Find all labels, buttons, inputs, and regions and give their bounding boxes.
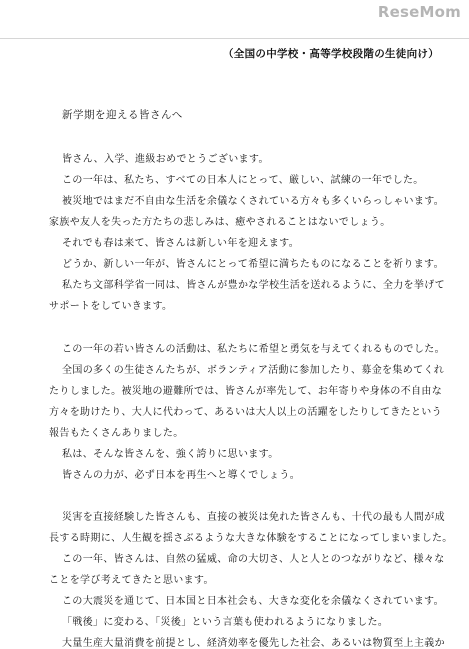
body-line: どうか、新しい一年が、皆さんにとって希望に満ちたものになることを祈ります。 <box>62 259 444 270</box>
body-line: 長する時期に、人生観を揺さぶるような大きな体験をすることになってしまいました。 <box>49 533 453 544</box>
body-line: 私たち文部科学省一同は、皆さんが豊かな学校生活を送れるように、全力を挙げて <box>62 280 445 291</box>
body-line: この一年の若い皆さんの活動は、私たちに希望と勇気を与えてくれるものでした。 <box>62 344 445 355</box>
header-divider <box>0 38 469 39</box>
body-line: 被災地ではまだ不自由な生活を余儀なくされている方々も多くいらっしゃいます。 <box>62 196 445 207</box>
body-line: 家族や友人を失った方たちの悲しみは、癒やされることはないでしょう。 <box>49 217 391 228</box>
salutation: 新学期を迎える皆さんへ <box>62 109 183 121</box>
body-line: たりしました。被災地の避難所では、皆さんが率先して、お年寄りや身体の不自由な <box>49 386 443 397</box>
body-line: 皆さんの力が、必ず日本を再生へと導くでしょう。 <box>62 470 301 481</box>
body-line: この一年、皆さんは、自然の猛威、命の大切さ、人と人とのつながりなど、様々な <box>62 554 445 565</box>
body-line: 「戦後」に変わる、「災後」という言葉も使われるようになりました。 <box>62 617 389 628</box>
body-line: ことを学び考えてきたと思います。 <box>49 575 214 586</box>
body-line: 私は、そんな皆さんを、強く誇りに思います。 <box>62 449 279 460</box>
body-line: 皆さん、入学、進級おめでとうございます。 <box>62 154 269 165</box>
audience-note: （全国の中学校・高等学校段階の生徒向け） <box>223 48 439 60</box>
body-line: サポートをしていきます。 <box>49 301 173 312</box>
body-line: 大量生産大量消費を前提とし、経済効率を優先した社会、あるいは物質至上主義か <box>62 638 445 649</box>
body-line: 災害を直接経験した皆さんも、直接の被災は免れた皆さんも、十代の最も人間が成 <box>62 512 445 523</box>
body-line: 方々を助けたり、大人に代わって、あるいは大人以上の活躍をしたりしてきたという <box>49 407 442 418</box>
body-line: それでも春は来て、皆さんは新しい年を迎えます。 <box>62 238 300 249</box>
body-line: 報告もたくさんありました。 <box>49 428 184 439</box>
body-line: この一年は、私たち、すべての日本人にとって、厳しい、試練の一年でした。 <box>62 175 424 186</box>
body-line: 全国の多くの生徒さんたちが、ボランティア活動に参加したり、募金を集めてくれ <box>62 365 445 376</box>
body-line: この大震災を通じて、日本国と日本社会も、大きな変化を余儀なくされています。 <box>62 596 444 607</box>
resemom-logo: ReseMom <box>377 3 461 21</box>
